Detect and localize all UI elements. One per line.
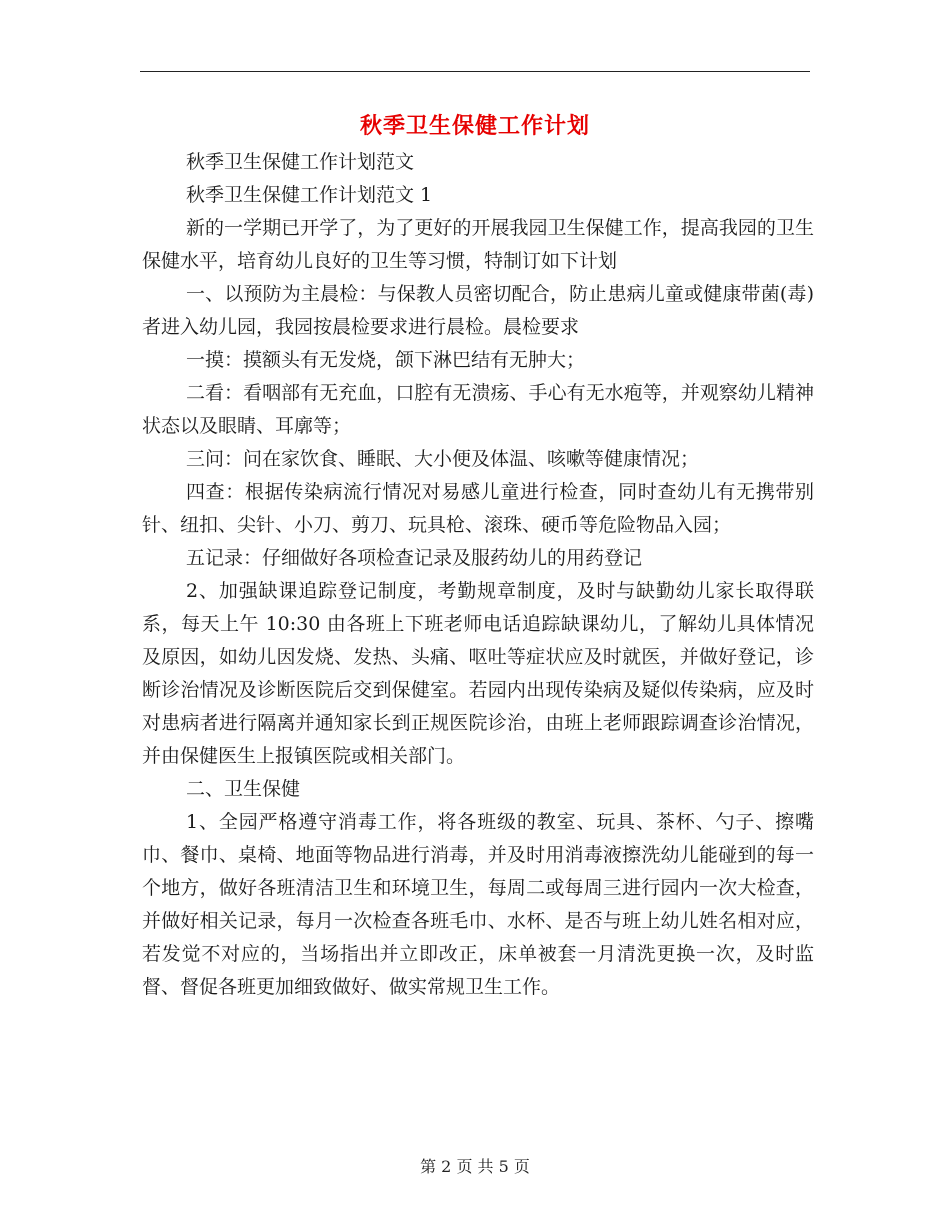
- paragraph-9: 五记录：仔细做好各项检查记录及服药幼儿的用药登记: [186, 547, 643, 569]
- document-body: [142, 146, 814, 1004]
- paragraph-11: 二、卫生保健: [186, 778, 301, 800]
- paragraph-10: 2、加强缺课追踪登记制度，考勤规章制度，及时与缺勤幼儿家长取得联系，每天上午 10:30 由各班上下班老师电话追踪缺课幼儿，了解幼儿具体情况及原因，如幼儿因发烧、发热、头痛、呕吐等症状应及时就医，并做好登记，诊断诊治情况及诊断医院后交到保健室。若园内出现传染病及疑似传染病，应及时对患病者进行隔离并通知家长到正规医院诊治，由班上老师跟踪调查诊治情况，并由保健医生上报镇医院或相关部门。: [142, 580, 814, 767]
- paragraph-7: 三问：问在家饮食、睡眠、大小便及体温、咳嗽等健康情况；: [186, 448, 700, 470]
- paragraph-8: 四查：根据传染病流行情况对易感儿童进行检查，同时查幼儿有无携带别针、纽扣、尖针、小刀、剪刀、玩具枪、滚珠、硬币等危险物品入园；: [142, 481, 814, 536]
- page-number: 第 2 页 共 5 页: [420, 1157, 530, 1176]
- paragraph-1: 秋季卫生保健工作计划范文: [186, 151, 415, 173]
- paragraph-5: 一摸：摸额头有无发烧，颌下淋巴结有无肿大；: [186, 349, 586, 371]
- paragraph-6: 二看：看咽部有无充血，口腔有无溃疡、手心有无水疱等，并观察幼儿精神状态以及眼睛、耳廓等；: [142, 382, 814, 437]
- paragraph-12: 1、全园严格遵守消毒工作，将各班级的教室、玩具、茶杯、勺子、擦嘴巾、餐巾、桌椅、地面等物品进行消毒，并及时用消毒液擦洗幼儿能碰到的每一个地方，做好各班清洁卫生和环境卫生，每周二或每周三进行园内一次大检查，并做好相关记录，每月一次检查各班毛巾、水杯、是否与班上幼儿姓名相对应，若发觉不对应的，当场指出并立即改正，床单被套一月清洗更换一次，及时监督、督促各班更加细致做好、做实常规卫生工作。: [142, 811, 814, 998]
- paragraph-2: 秋季卫生保健工作计划范文 1: [186, 184, 433, 206]
- header-rule: [140, 71, 810, 72]
- paragraph-4: 一、以预防为主晨检：与保教人员密切配合，防止患病儿童或健康带菌(毒)者进入幼儿园，我园按晨检要求进行晨检。晨检要求: [142, 283, 814, 338]
- document-title: 秋季卫生保健工作计划: [359, 113, 590, 139]
- paragraph-3: 新的一学期已开学了，为了更好的开展我园卫生保健工作，提高我园的卫生保健水平，培育幼儿良好的卫生等习惯，特制订如下计划: [142, 217, 814, 272]
